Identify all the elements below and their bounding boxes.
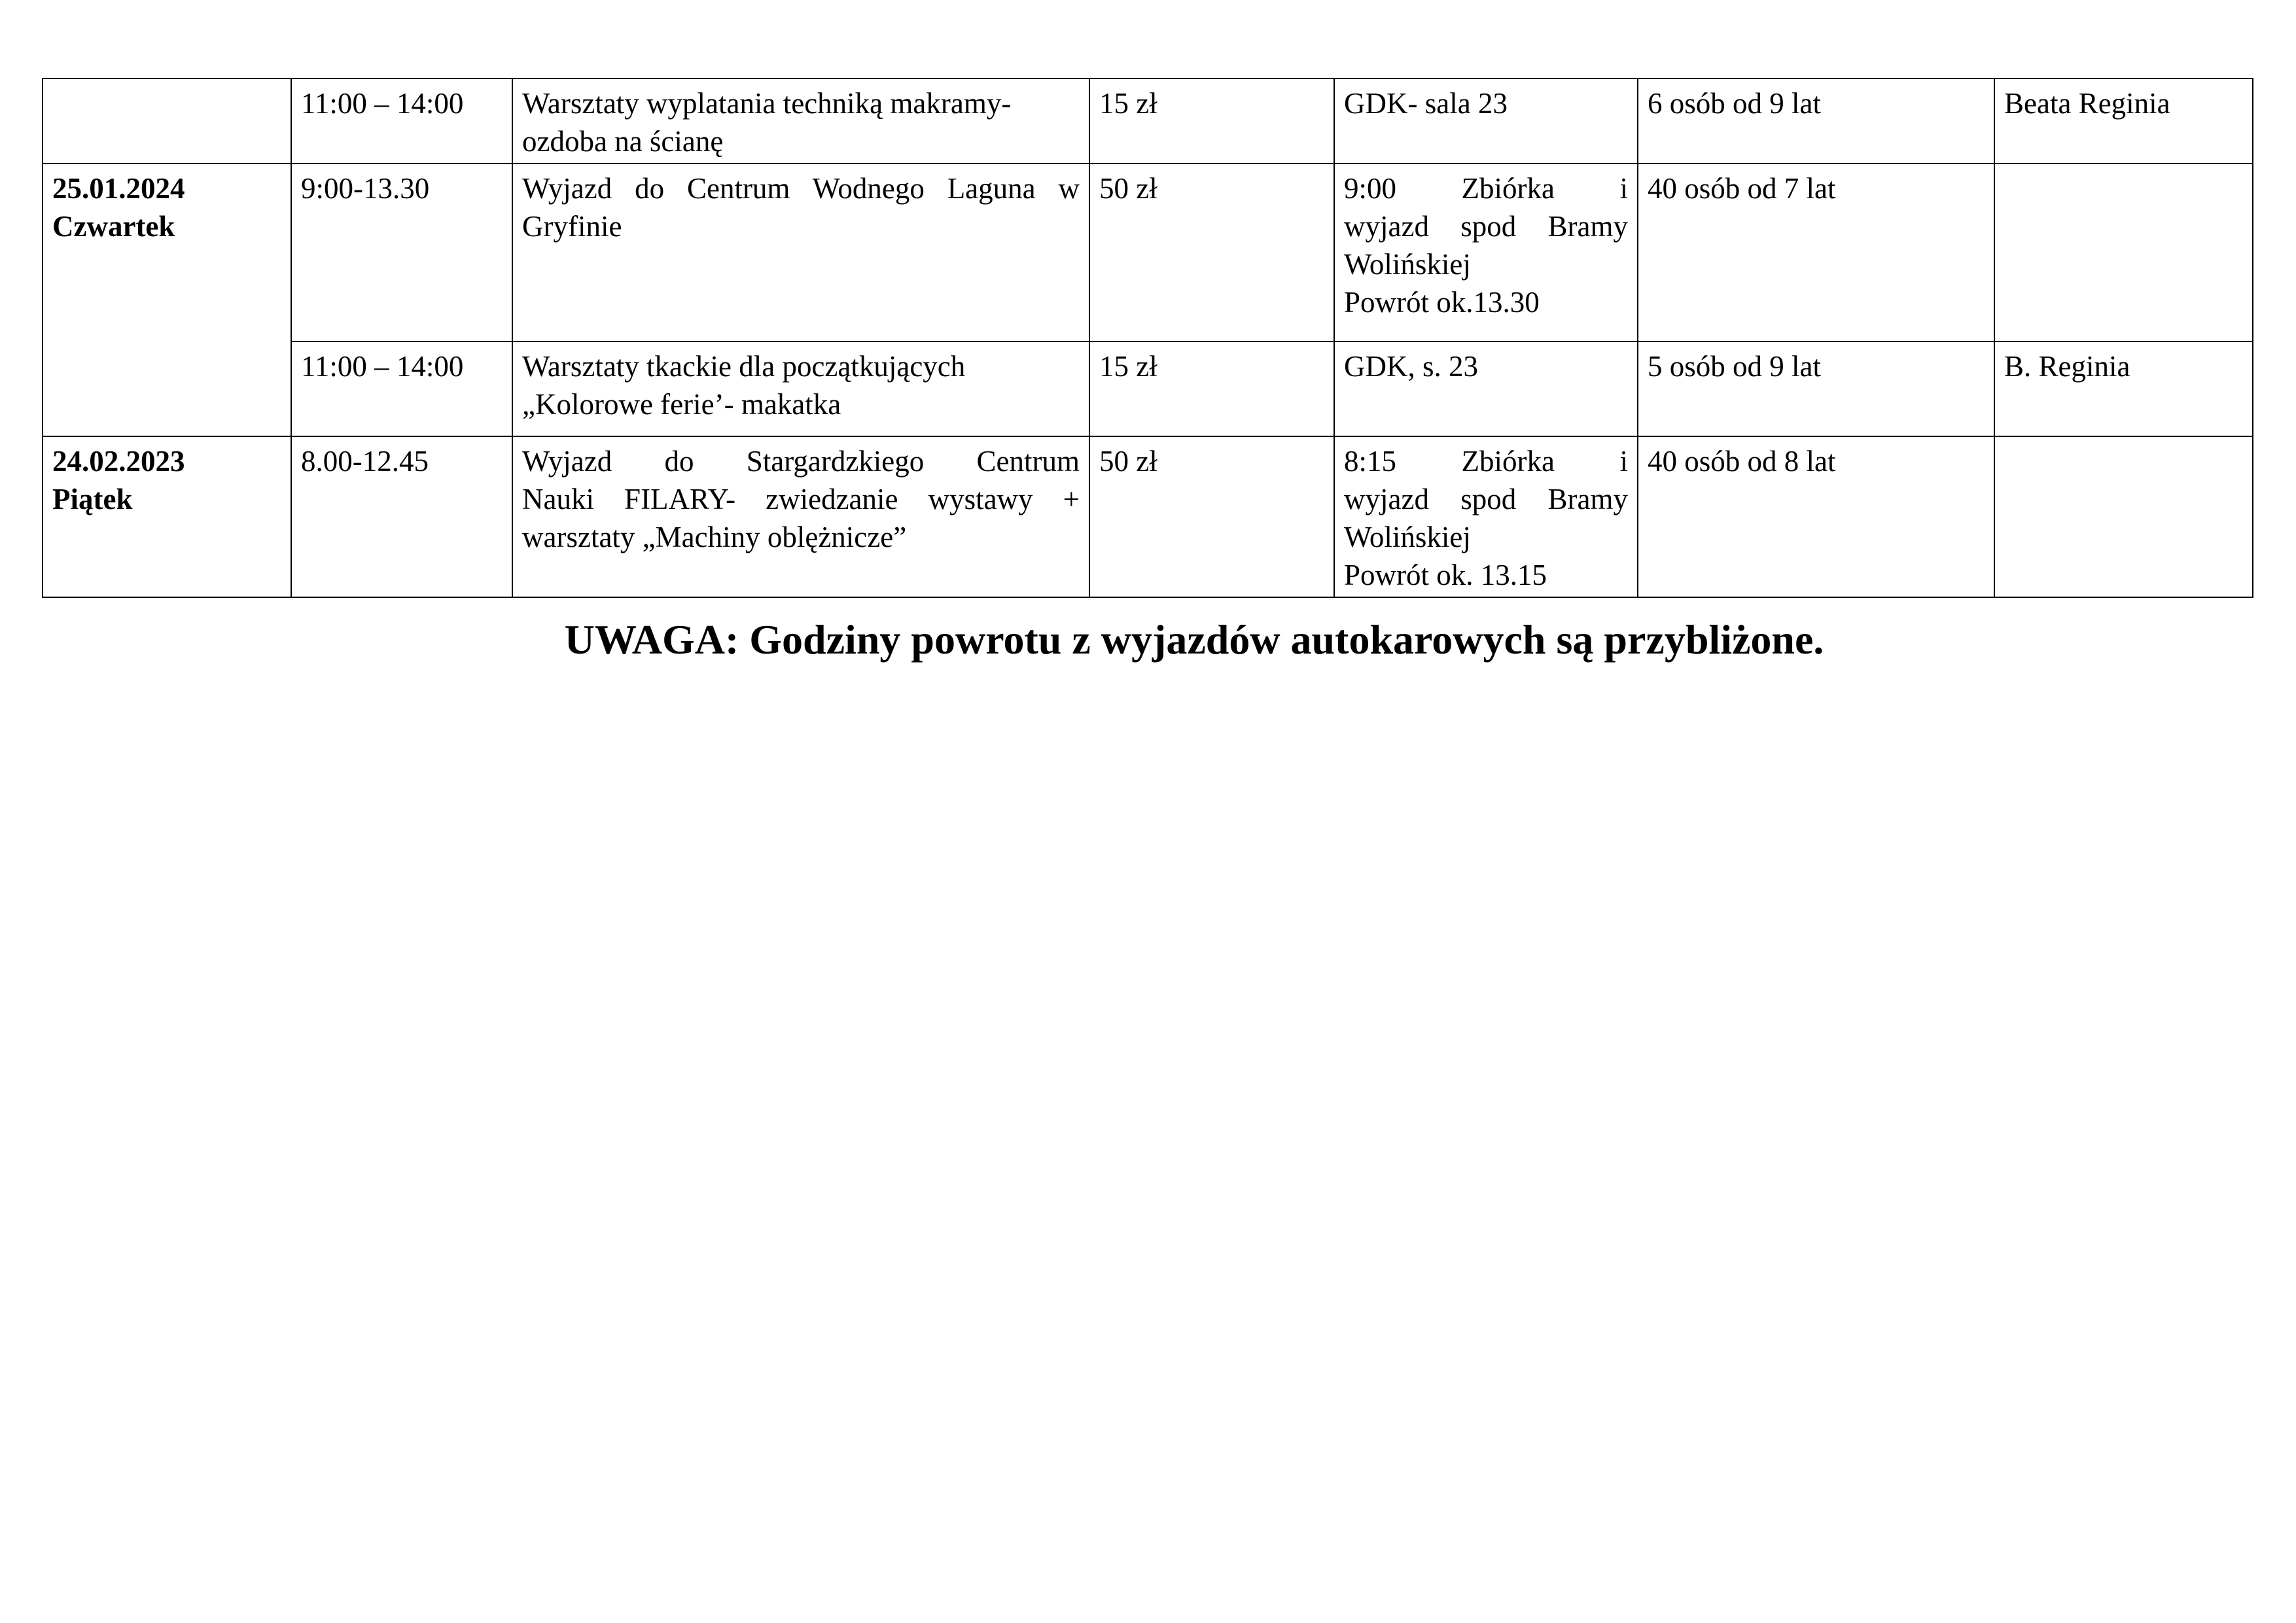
instructor-cell: B. Reginia	[1994, 341, 2253, 436]
place-line: GDK, s. 23	[1344, 350, 1479, 383]
instructor-cell: Beata Reginia	[1994, 79, 2253, 164]
activity-line: „Kolorowe ferie’- makatka	[522, 388, 841, 421]
place-line: wyjazd spod Bramy	[1344, 483, 1628, 515]
date-text: 25.01.2024	[52, 172, 185, 205]
time-cell: 9:00-13.30	[291, 164, 512, 341]
day-text: Piątek	[52, 483, 133, 515]
place-line: Powrót ok.13.30	[1344, 286, 1540, 319]
schedule-table	[42, 78, 2253, 598]
activity-line: Wyjazd do Stargardzkiego Centrum	[522, 445, 1080, 478]
participants-cell: 40 osób od 8 lat	[1638, 436, 1994, 597]
day-text: Czwartek	[52, 210, 175, 243]
activity-line: warsztaty „Machiny oblężnicze”	[522, 521, 907, 553]
return-time-note: UWAGA: Godziny powrotu z wyjazdów autokarowych są przybliżone.	[564, 616, 1824, 663]
place-cell	[1334, 164, 1638, 341]
price-cell: 50 zł	[1089, 436, 1334, 597]
activity-line: Wyjazd do Centrum Wodnego Laguna w	[522, 172, 1080, 205]
activity-cell	[512, 436, 1089, 597]
place-line: GDK- sala 23	[1344, 87, 1508, 120]
table-row	[43, 79, 2253, 164]
activity-line: Warsztaty wyplatania techniką makramy-	[522, 87, 1012, 120]
table-row	[43, 436, 2253, 597]
place-line: Wolińskiej	[1344, 521, 1471, 553]
place-cell	[1334, 79, 1638, 164]
date-cell	[43, 436, 291, 597]
activity-line: Gryfinie	[522, 210, 622, 243]
participants-cell: 6 osób od 9 lat	[1638, 79, 1994, 164]
date-cell	[43, 79, 291, 164]
place-cell	[1334, 341, 1638, 436]
time-cell: 11:00 – 14:00	[291, 79, 512, 164]
price-cell: 15 zł	[1089, 79, 1334, 164]
place-line: Wolińskiej	[1344, 248, 1471, 281]
price-cell: 50 zł	[1089, 164, 1334, 341]
participants-cell: 40 osób od 7 lat	[1638, 164, 1994, 341]
time-cell: 8.00-12.45	[291, 436, 512, 597]
place-line: Powrót ok. 13.15	[1344, 559, 1547, 591]
place-cell	[1334, 436, 1638, 597]
activity-line: Warsztaty tkackie dla początkujących	[522, 350, 966, 383]
date-text: 24.02.2023	[52, 445, 185, 478]
place-line: 8:15 Zbiórka i	[1344, 445, 1628, 478]
table-row	[43, 164, 2253, 341]
price-cell: 15 zł	[1089, 341, 1334, 436]
table-row	[43, 341, 2253, 436]
participants-cell: 5 osób od 9 lat	[1638, 341, 1994, 436]
activity-cell	[512, 164, 1089, 341]
date-cell	[43, 164, 291, 436]
activity-line: ozdoba na ścianę	[522, 125, 724, 158]
instructor-cell	[1994, 164, 2253, 341]
activity-line: Nauki FILARY- zwiedzanie wystawy +	[522, 483, 1080, 515]
place-line: wyjazd spod Bramy	[1344, 210, 1628, 243]
activity-cell	[512, 79, 1089, 164]
activity-cell	[512, 341, 1089, 436]
time-cell: 11:00 – 14:00	[291, 341, 512, 436]
place-line: 9:00 Zbiórka i	[1344, 172, 1628, 205]
instructor-cell	[1994, 436, 2253, 597]
